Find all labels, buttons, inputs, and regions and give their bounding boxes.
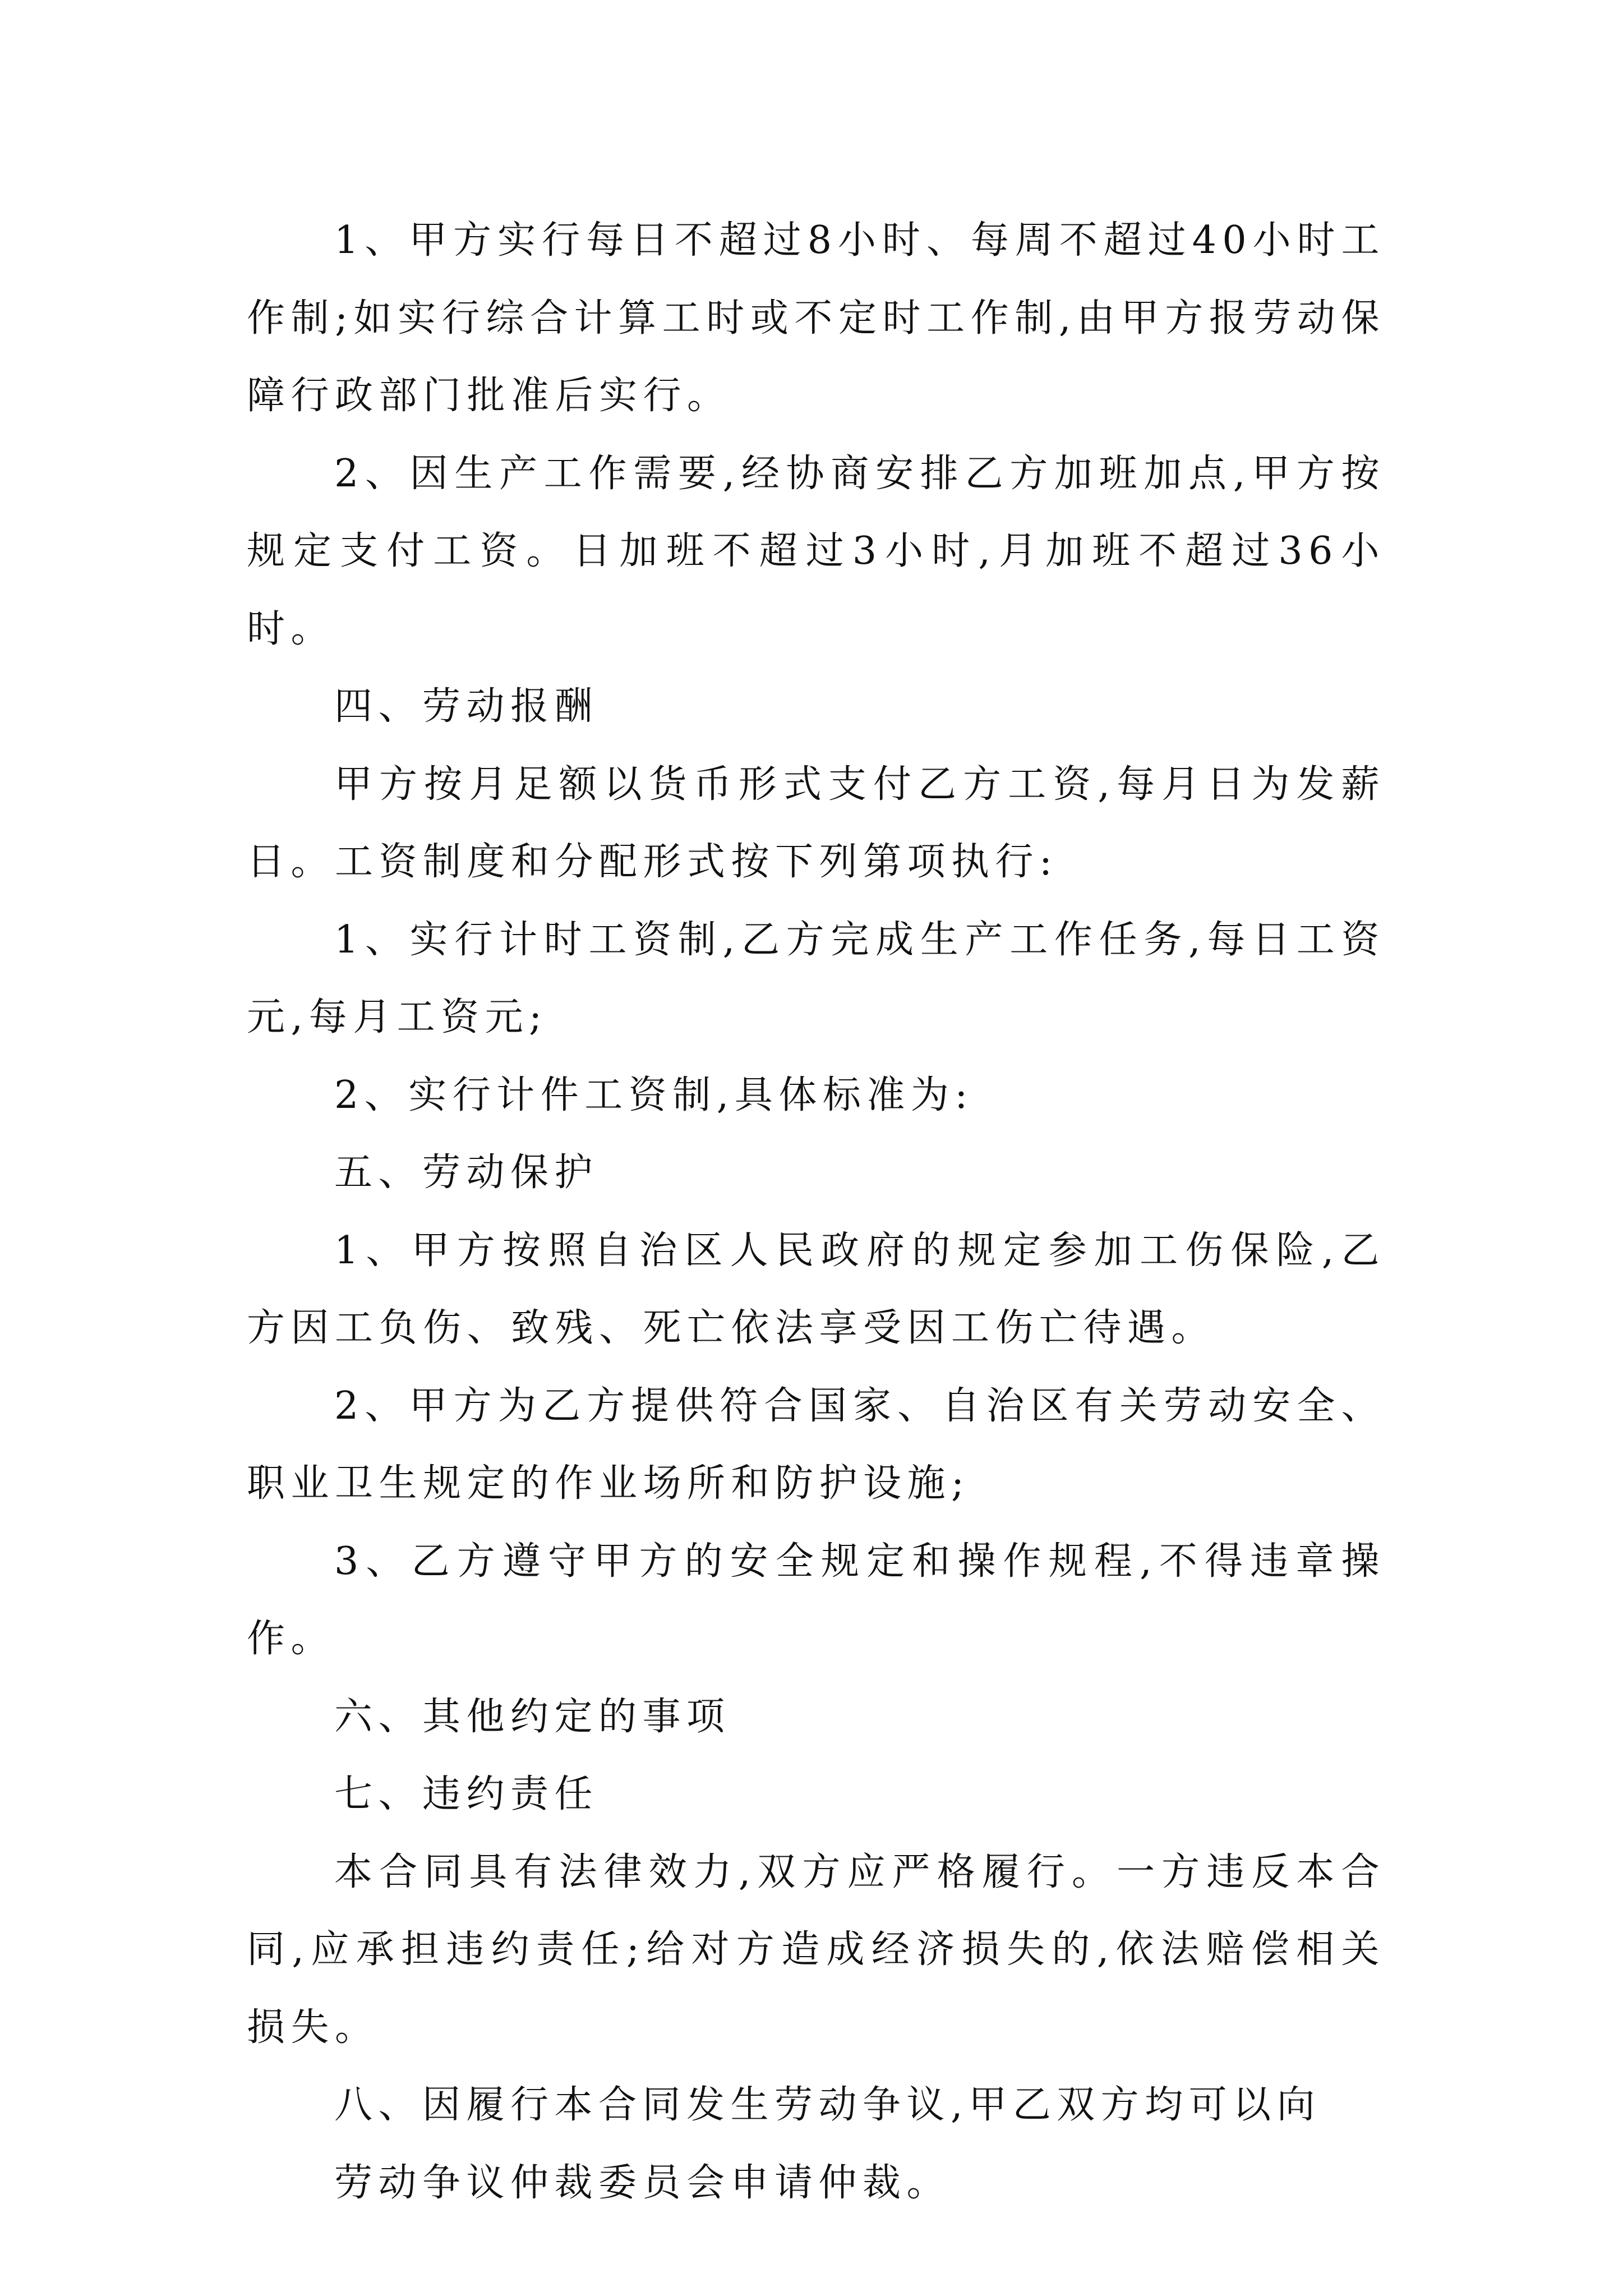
- document-body: [247, 202, 1385, 2222]
- paragraph-working-hours: 1、甲方实行每日不超过8小时、每周不超过40小时工作制;如实行综合计算工时或不定时工作制,由甲方报劳动保障行政部门批准后实行。: [247, 218, 1385, 418]
- paragraph-labor-dispute: 八、因履行本合同发生劳动争议,甲乙双方均可以向: [334, 2083, 1321, 2127]
- paragraph-piece-wage: 2、实行计件工资制,具体标准为:: [334, 1073, 974, 1117]
- heading-labor-protection: 五、劳动保护: [334, 1151, 599, 1195]
- paragraph-arbitration: 劳动争议仲裁委员会申请仲裁。: [334, 2160, 951, 2205]
- heading-other-matters: 六、其他约定的事项: [334, 1694, 731, 1739]
- paragraph-safety-facilities: 2、甲方为乙方提供符合国家、自治区有关劳动安全、职业卫生规定的作业场所和防护设施;: [247, 1383, 1385, 1506]
- heading-breach-liability: 七、违约责任: [334, 1772, 599, 1816]
- paragraph-breach-liability: 本合同具有法律效力,双方应严格履行。一方违反本合同,应承担违约责任;给对方造成经济损失的,依法赔偿相关损失。: [247, 1849, 1385, 2050]
- paragraph-wage-payment: 甲方按月足额以货币形式支付乙方工资,每月日为发薪日。工资制度和分配形式按下列第项执行:: [247, 762, 1385, 884]
- heading-labor-remuneration: 四、劳动报酬: [334, 684, 599, 729]
- paragraph-injury-insurance: 1、甲方按照自治区人民政府的规定参加工伤保险,乙方因工负伤、致残、死亡依法享受因工伤亡待遇。: [247, 1228, 1385, 1350]
- paragraph-overtime: 2、因生产工作需要,经协商安排乙方加班加点,甲方按规定支付工资。日加班不超过3小时,月加班不超过36小时。: [247, 451, 1385, 651]
- paragraph-time-wage: 1、实行计时工资制,乙方完成生产工作任务,每日工资元,每月工资元;: [247, 917, 1385, 1039]
- paragraph-safety-rules: 3、乙方遵守甲方的安全规定和操作规程,不得违章操作。: [247, 1539, 1385, 1661]
